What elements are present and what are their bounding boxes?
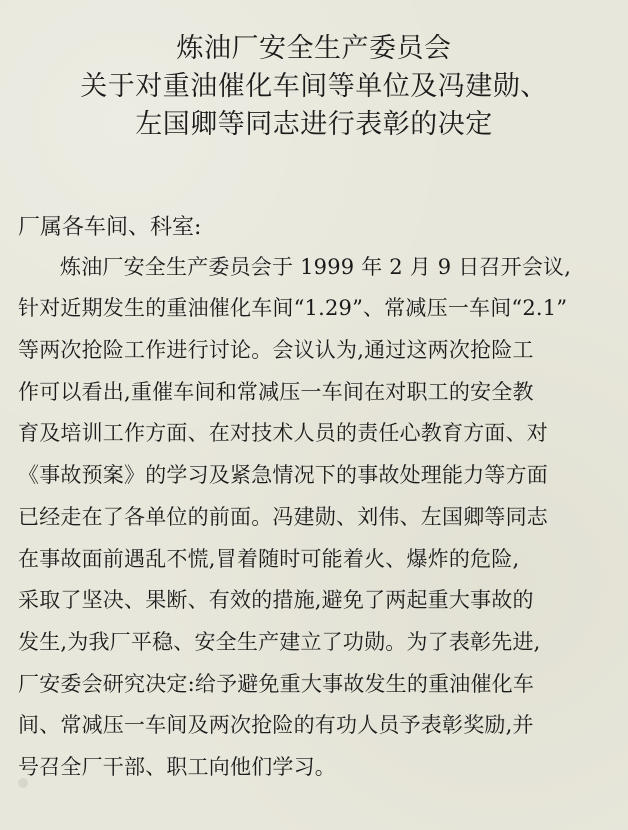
document-title (0, 30, 628, 144)
body-line-4: 作可以看出,重催车间和常减压一车间在对职工的安全教 (18, 380, 534, 404)
body-line-10: 发生,为我厂平稳、安全生产建立了功勋。为了表彰先进, (18, 630, 541, 654)
body-line-8: 在事故面前遇乱不慌,冒着随时可能着火、爆炸的危险, (18, 547, 520, 571)
body-line-6: 《事故预案》的学习及紧急情况下的事故处理能力等方面 (18, 463, 548, 487)
body-line-12: 间、常减压一车间及两次抢险的有功人员予表彰奖励,并 (18, 713, 534, 737)
body-line-1: 炼油厂安全生产委员会于 1999 年 2 月 9 日召开会议, (60, 255, 572, 279)
body-line-7: 已经走在了各单位的前面。冯建勋、刘伟、左国卿等同志 (18, 505, 548, 529)
body-line-5: 育及培训工作方面、在对技术人员的责任心教育方面、对 (18, 421, 548, 445)
body-line-11: 厂安委会研究决定:给予避免重大事故发生的重油催化车 (18, 672, 535, 696)
body-line-2: 针对近期发生的重油催化车间“1.29”、常减压一车间“2.1” (18, 296, 568, 320)
title-line-2: 关于对重油催化车间等单位及冯建勋、 (80, 71, 548, 102)
body-line-9: 采取了坚决、果断、有效的措施,避免了两起重大事故的 (18, 588, 534, 612)
body-line-3: 等两次抢险工作进行讨论。会议认为,通过这两次抢险工 (18, 338, 534, 362)
salutation: 厂属各车间、科室: (18, 215, 202, 240)
body-line-13: 号召全厂干部、职工向他们学习。 (18, 755, 336, 779)
title-line-1: 炼油厂安全生产委员会 (176, 33, 452, 64)
title-line-3: 左国卿等同志进行表彰的决定 (135, 109, 493, 140)
